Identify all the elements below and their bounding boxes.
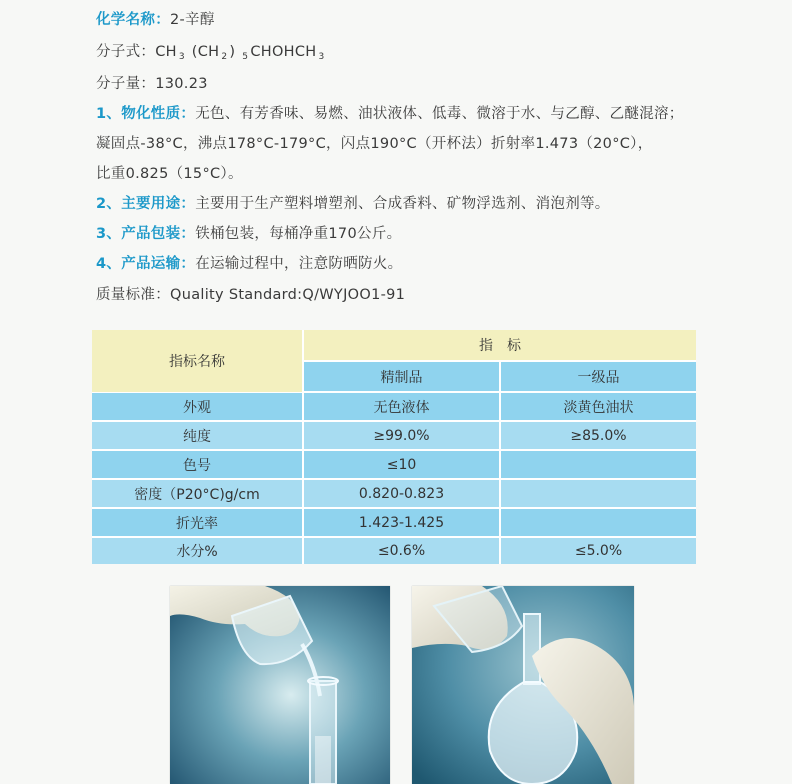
table-row-value-first: ≤5.0% (501, 538, 696, 564)
packaging-text: 铁桶包装，每桶净重170公斤。 (195, 226, 402, 242)
molecular-weight-line (96, 72, 208, 93)
header-first-grade: 一级品 (501, 362, 696, 391)
header-index-group: 指 标 (304, 330, 696, 360)
table-row-name: 色号 (92, 451, 302, 478)
table-row-value-refined: ≥99.0% (304, 422, 499, 449)
formula-line: 分子式：CH $_3$ (CH $_2$ ) $_5$ CHOHCH $_3$ (96, 44, 325, 62)
usage-text: 主要用于生产塑料增塑剂、合成香料、矿物浮选剂、消泡剂等。 (195, 196, 610, 212)
table-row-value-first: 淡黄色油状 (501, 393, 696, 420)
table-row-value-refined: 1.423-1.425 (304, 509, 499, 536)
properties-line (96, 102, 684, 123)
table-row-value-refined: 无色液体 (304, 393, 499, 420)
table-row-name: 密度（P20°C)g/cm (92, 480, 302, 507)
table-row-value-first: ≥85.0% (501, 422, 696, 449)
transport-line (96, 252, 402, 273)
properties-text: 无色、有芳香味、易燃、油状液体、低毒、微溶于水、与乙醇、乙醚混溶； (195, 106, 684, 122)
packaging-label: 3、产品包装： (96, 226, 196, 242)
table-row-value-refined: 0.820-0.823 (304, 480, 499, 507)
formula-part: CH (155, 44, 177, 60)
table-row-name: 外观 (92, 393, 302, 420)
spec-table (92, 330, 696, 564)
formula-label: 分子式： (96, 44, 156, 60)
weight-value: 130.23 (155, 76, 208, 92)
packaging-line (96, 222, 401, 243)
pouring-liquid-illustration (170, 586, 390, 784)
properties-line-2: 凝固点-38°C，沸点178°C-179°C，闪点190°C（开杯法）折射率1.473（20°C）， (96, 136, 653, 152)
quality-standard: 质量标准：Quality Standard:Q/WYJOO1-91 (96, 287, 406, 303)
chemical-name-label: 化学名称： (96, 12, 170, 28)
photo-flask (412, 586, 634, 784)
properties-line-3: 比重0.825（15°C）。 (96, 166, 243, 182)
weight-label: 分子量： (96, 76, 156, 92)
properties-label: 1、物化性质： (96, 106, 196, 122)
table-row-value-refined: ≤0.6% (304, 538, 499, 564)
transport-label: 4、产品运输： (96, 256, 196, 272)
table-row-name: 纯度 (92, 422, 302, 449)
table-row-value-first (501, 451, 696, 478)
usage-line (96, 192, 610, 213)
transport-text: 在运输过程中，注意防晒防火。 (195, 256, 403, 272)
chemical-name-value: 2-辛醇 (170, 12, 215, 28)
table-row-name: 折光率 (92, 509, 302, 536)
header-refined: 精制品 (304, 362, 499, 391)
table-row-value-refined: ≤10 (304, 451, 499, 478)
flask-illustration (412, 586, 634, 784)
header-index-name: 指标名称 (92, 330, 302, 392)
table-row-value-first (501, 509, 696, 536)
table-row-name: 水分% (92, 538, 302, 564)
usage-label: 2、主要用途： (96, 196, 196, 212)
chemical-name-line (96, 8, 215, 29)
photo-pouring-liquid (170, 586, 390, 784)
table-row-value-first (501, 480, 696, 507)
